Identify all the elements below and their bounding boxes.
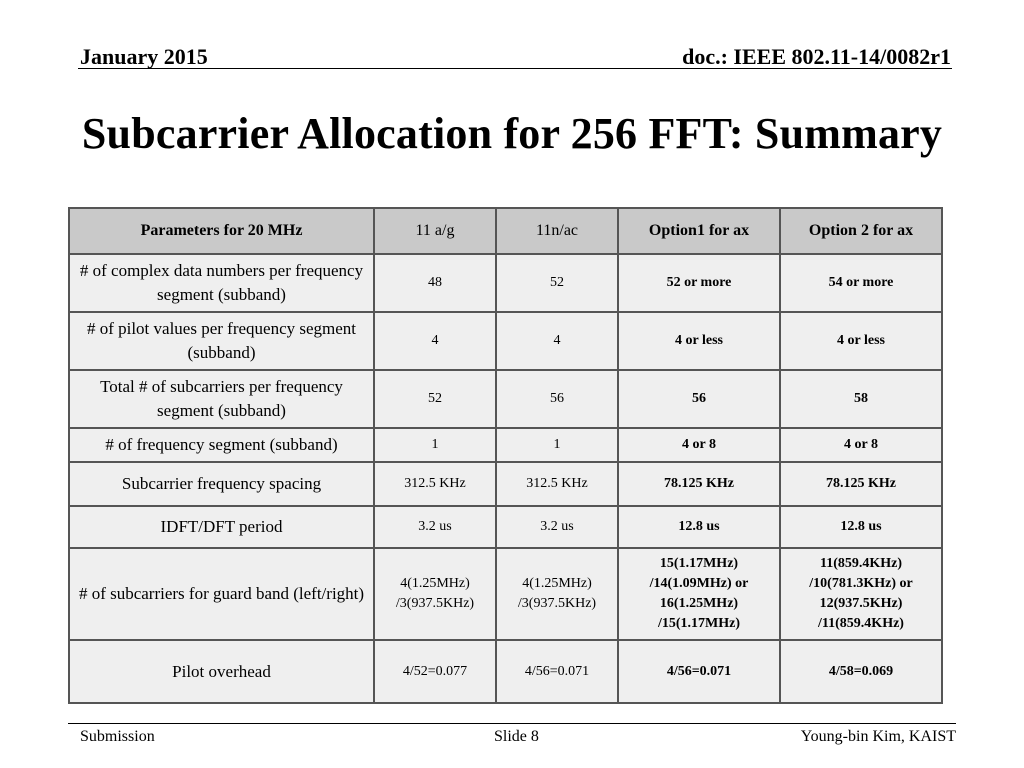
row-param: Total # of subcarriers per frequency segment (subband) bbox=[69, 370, 374, 428]
cell-11ag: 4 bbox=[374, 312, 496, 370]
row-param: Pilot overhead bbox=[69, 640, 374, 703]
cell-option1: 4 or 8 bbox=[618, 428, 780, 462]
cell-11nac: 4/56=0.071 bbox=[496, 640, 618, 703]
row-param: # of pilot values per frequency segment (subband) bbox=[69, 312, 374, 370]
header-divider bbox=[78, 68, 952, 69]
col-header-option2: Option 2 for ax bbox=[780, 208, 942, 254]
footer-author: Young-bin Kim, KAIST bbox=[800, 728, 956, 745]
header-doc-id: doc.: IEEE 802.11-14/0082r1 bbox=[682, 44, 951, 69]
row-param: IDFT/DFT period bbox=[69, 506, 374, 548]
cell-line: /10(781.3KHz) or bbox=[809, 576, 913, 591]
cell-option1: 52 or more bbox=[618, 254, 780, 312]
cell-option2: 78.125 KHz bbox=[780, 462, 942, 506]
cell-line: 4(1.25MHz) bbox=[400, 576, 470, 591]
cell-option2 bbox=[780, 548, 942, 640]
row-param: # of complex data numbers per frequency segment (subband) bbox=[69, 254, 374, 312]
cell-11nac: 312.5 KHz bbox=[496, 462, 618, 506]
cell-11ag: 312.5 KHz bbox=[374, 462, 496, 506]
cell-11nac: 52 bbox=[496, 254, 618, 312]
table-row bbox=[69, 428, 942, 462]
footer-slide-number: Slide 8 bbox=[494, 728, 539, 745]
cell-option2: 4 or 8 bbox=[780, 428, 942, 462]
cell-line: /11(859.4KHz) bbox=[818, 616, 904, 631]
cell-11ag: 1 bbox=[374, 428, 496, 462]
cell-line: 15(1.17MHz) bbox=[659, 556, 739, 571]
col-header-parameters: Parameters for 20 MHz bbox=[69, 208, 374, 254]
cell-option2: 4/58=0.069 bbox=[780, 640, 942, 703]
cell-11nac: 4 bbox=[496, 312, 618, 370]
cell-option1: 12.8 us bbox=[618, 506, 780, 548]
cell-line: 12(937.5KHz) bbox=[819, 596, 903, 611]
footer-divider bbox=[68, 723, 956, 724]
cell-line: /14(1.09MHz) or bbox=[649, 576, 749, 591]
cell-line: /3(937.5KHz) bbox=[517, 596, 597, 611]
table-row bbox=[69, 548, 942, 640]
cell-option1: 4 or less bbox=[618, 312, 780, 370]
cell-option1: 4/56=0.071 bbox=[618, 640, 780, 703]
cell-line: 11(859.4KHz) bbox=[819, 556, 903, 571]
table-row bbox=[69, 506, 942, 548]
cell-option1 bbox=[618, 548, 780, 640]
cell-11ag: 52 bbox=[374, 370, 496, 428]
cell-option2: 4 or less bbox=[780, 312, 942, 370]
cell-11nac: 1 bbox=[496, 428, 618, 462]
cell-11nac: 56 bbox=[496, 370, 618, 428]
slide-title: Subcarrier Allocation for 256 FFT: Summary bbox=[81, 109, 943, 158]
row-param: Subcarrier frequency spacing bbox=[69, 462, 374, 506]
table-row bbox=[69, 640, 942, 703]
cell-line: /15(1.17MHz) bbox=[657, 616, 741, 631]
table-header-row bbox=[69, 208, 942, 254]
header-date: January 2015 bbox=[80, 44, 208, 69]
cell-line: 4(1.25MHz) bbox=[522, 576, 592, 591]
cell-option1: 56 bbox=[618, 370, 780, 428]
cell-line: /3(937.5KHz) bbox=[395, 596, 475, 611]
row-param: # of subcarriers for guard band (left/right) bbox=[69, 548, 374, 640]
table-row bbox=[69, 254, 942, 312]
col-header-option1: Option1 for ax bbox=[618, 208, 780, 254]
cell-option2: 58 bbox=[780, 370, 942, 428]
row-param: # of frequency segment (subband) bbox=[69, 428, 374, 462]
cell-11nac bbox=[496, 548, 618, 640]
table-row bbox=[69, 370, 942, 428]
cell-11ag: 48 bbox=[374, 254, 496, 312]
cell-11ag: 3.2 us bbox=[374, 506, 496, 548]
cell-11ag: 4/52=0.077 bbox=[374, 640, 496, 703]
cell-11nac: 3.2 us bbox=[496, 506, 618, 548]
cell-option2: 12.8 us bbox=[780, 506, 942, 548]
table-row bbox=[69, 462, 942, 506]
cell-11ag bbox=[374, 548, 496, 640]
table-row bbox=[69, 312, 942, 370]
col-header-11ag: 11 a/g bbox=[374, 208, 496, 254]
cell-option2: 54 or more bbox=[780, 254, 942, 312]
summary-table bbox=[68, 207, 943, 704]
col-header-11nac: 11n/ac bbox=[496, 208, 618, 254]
cell-option1: 78.125 KHz bbox=[618, 462, 780, 506]
cell-line: 16(1.25MHz) bbox=[659, 596, 739, 611]
footer-submission: Submission bbox=[80, 728, 155, 745]
